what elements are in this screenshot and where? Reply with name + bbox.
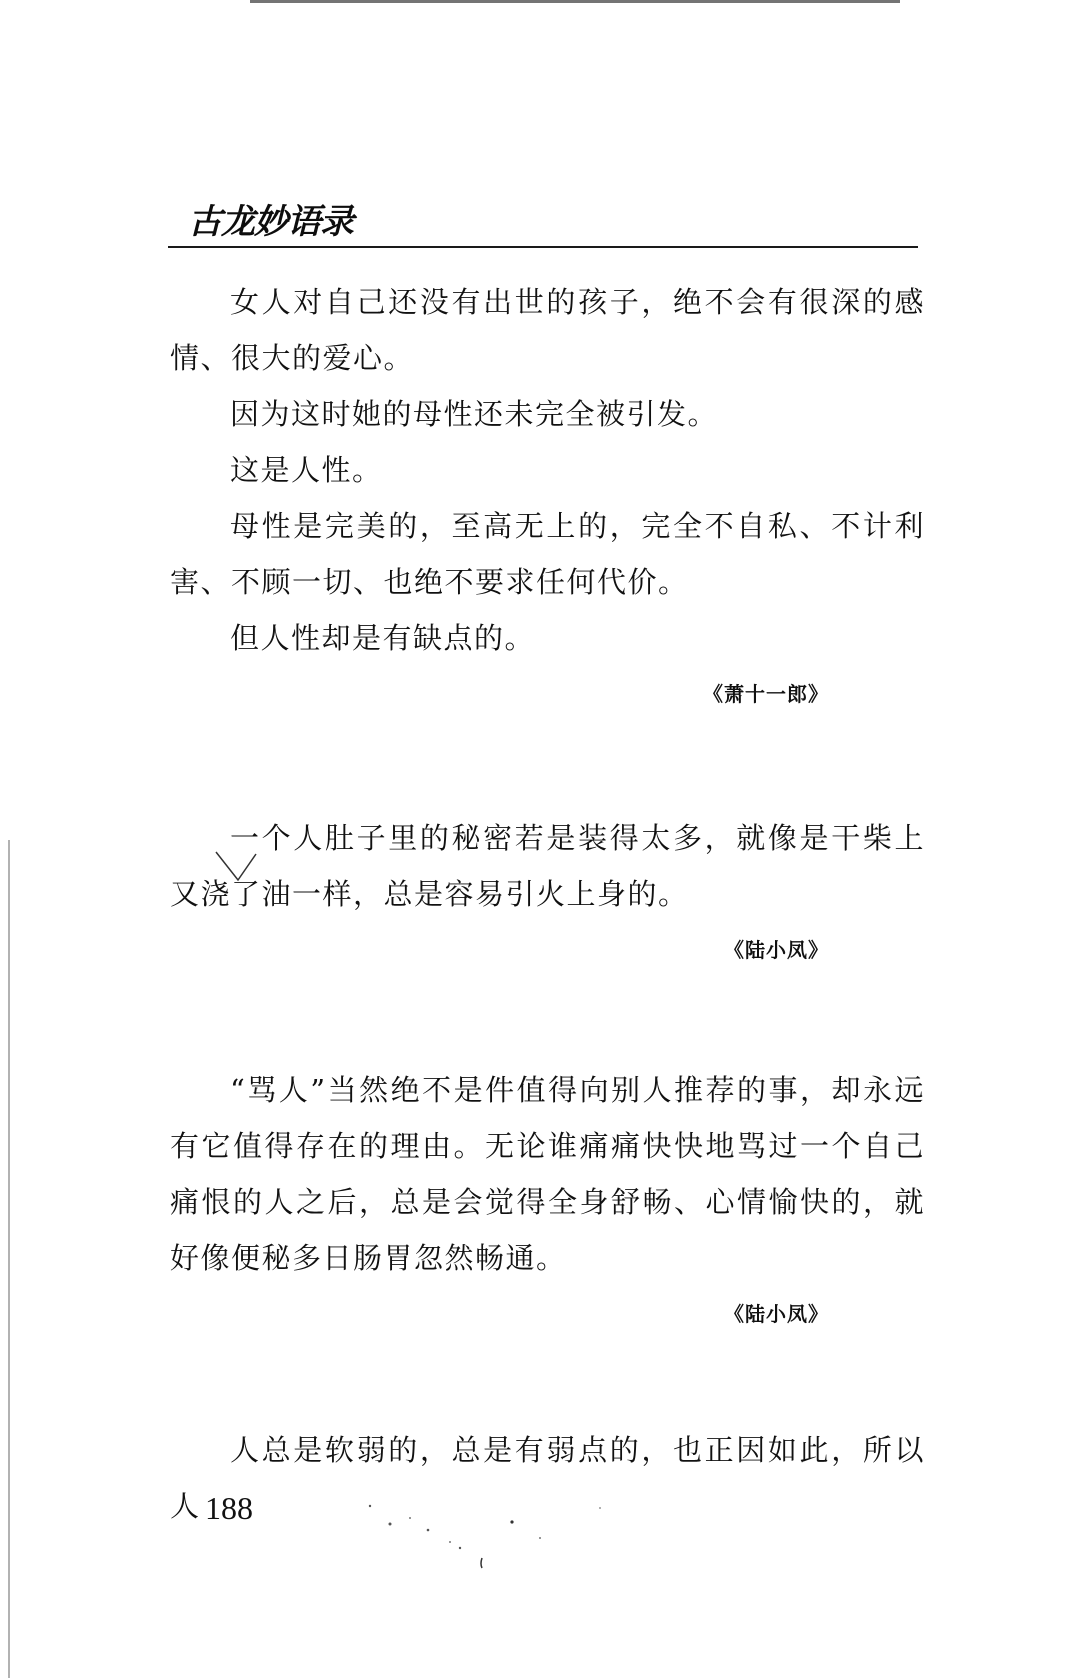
source-citation: 《陆小凤》 bbox=[724, 938, 829, 962]
paragraph: 这是人性。 bbox=[230, 453, 383, 487]
quote-block-1 bbox=[170, 274, 925, 707]
paragraph: 人总是软弱的，总是有弱点的，也正因如此，所以人 bbox=[170, 1433, 925, 1523]
quote-block-3 bbox=[170, 1062, 925, 1327]
paragraph: 一个人肚子里的秘密若是装得太多，就像是干柴上又浇了油一样，总是容易引火上身的。 bbox=[170, 821, 925, 911]
scan-specks bbox=[360, 1500, 660, 1620]
pen-check-mark bbox=[212, 848, 272, 908]
scan-edge-line bbox=[8, 840, 10, 1678]
running-head: 古龙妙语录 bbox=[188, 202, 353, 242]
top-border-rule bbox=[250, 0, 900, 3]
page-number: 188 bbox=[205, 1490, 253, 1526]
paragraph: 女人对自己还没有出世的孩子，绝不会有很深的感情、很大的爱心。 bbox=[170, 285, 925, 375]
source-citation: 《萧十一郎》 bbox=[703, 682, 829, 706]
header-rule bbox=[168, 246, 918, 248]
paragraph: 母性是完美的，至高无上的，完全不自私、不计利害、不顾一切、也绝不要求任何代价。 bbox=[170, 509, 925, 599]
source-citation: 《陆小凤》 bbox=[724, 1302, 829, 1326]
paragraph: 因为这时她的母性还未完全被引发。 bbox=[230, 397, 719, 431]
paragraph: “骂人”当然绝不是件值得向别人推荐的事，却永远有它值得存在的理由。无论谁痛痛快快地骂过一个自己痛恨的人之后，总是会觉得全身舒畅、心情愉快的，就好像便秘多日肠胃忽然畅通。 bbox=[170, 1073, 925, 1275]
quote-block-2 bbox=[170, 810, 925, 963]
paragraph: 但人性却是有缺点的。 bbox=[230, 621, 536, 655]
